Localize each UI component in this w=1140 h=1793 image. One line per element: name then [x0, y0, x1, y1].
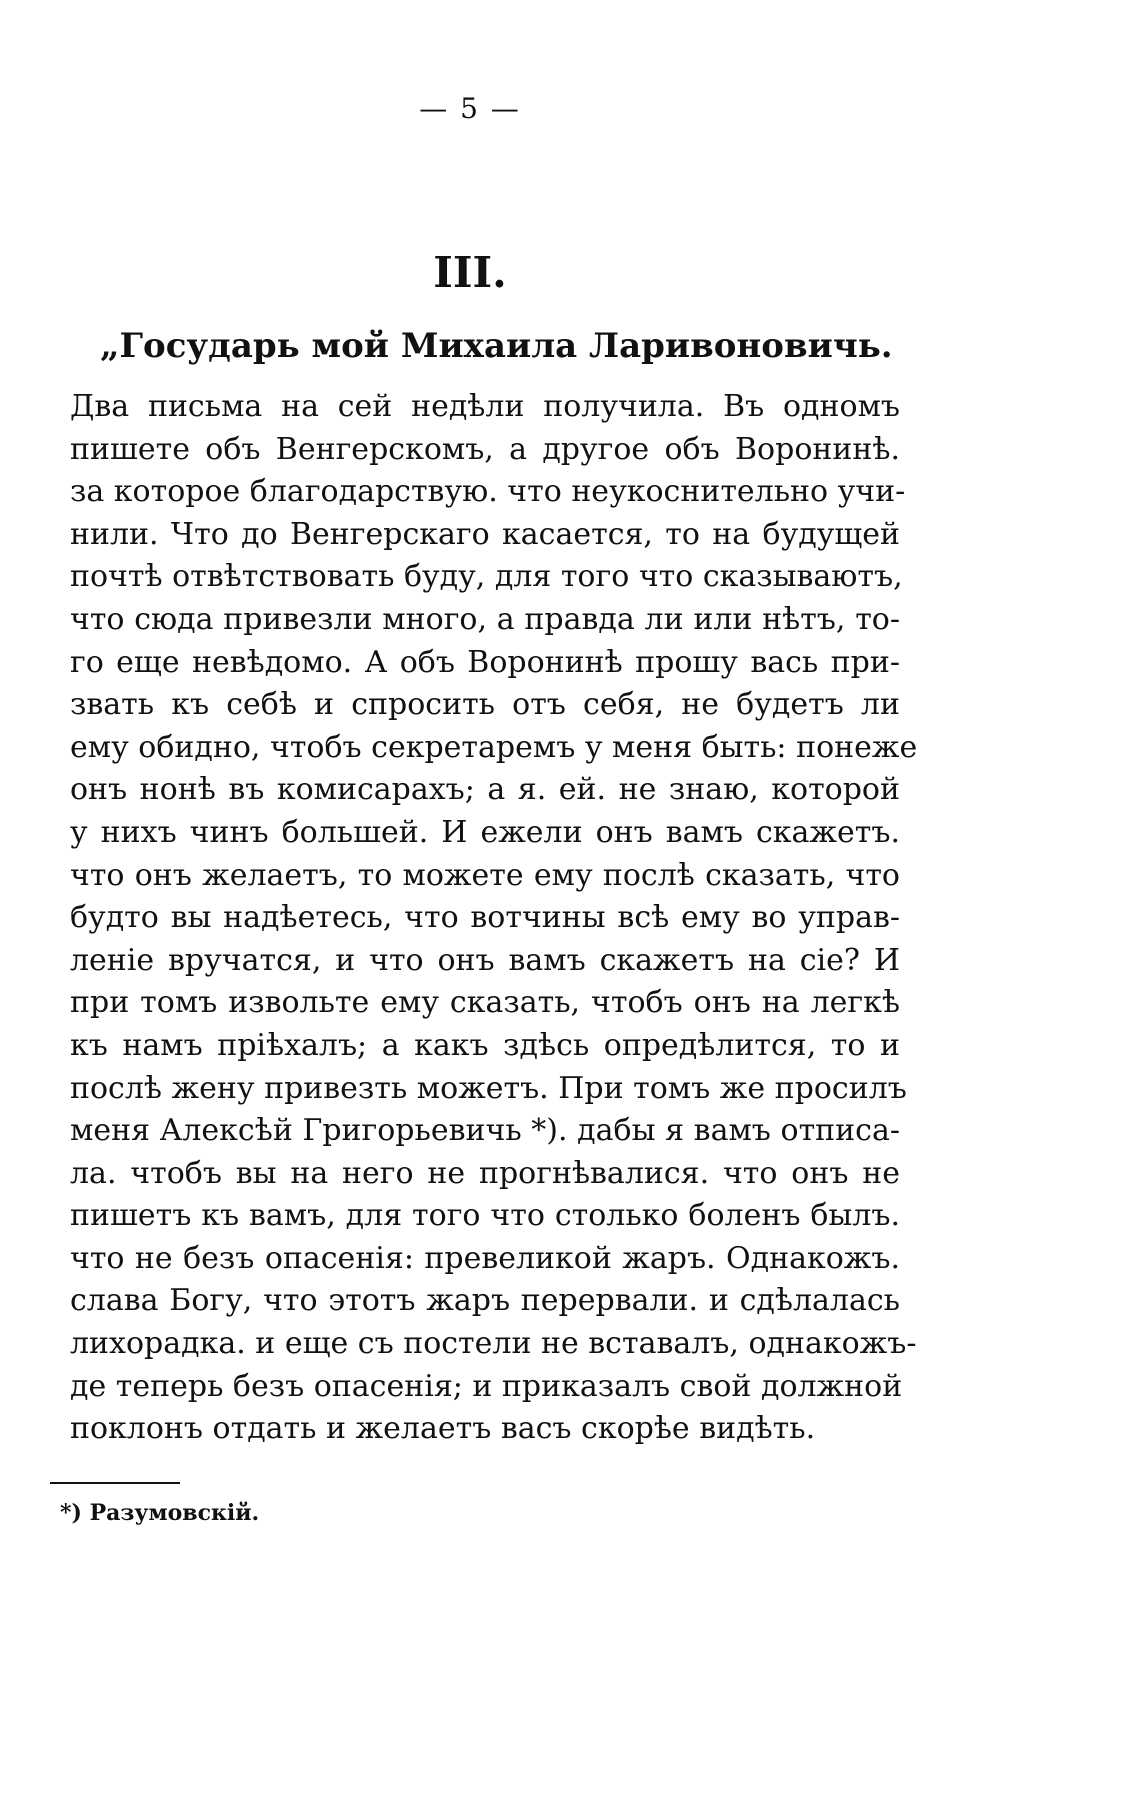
text-line: за которое благодарствую. что неукоснительно учи-	[70, 474, 906, 510]
text-line: де теперь безъ опасенія; и приказалъ свой должной	[70, 1368, 903, 1404]
text-line: къ намъ пріѣхалъ; а какъ здѣсь опредѣлится, то и	[70, 1027, 900, 1063]
text-line: что онъ желаетъ, то можете ему послѣ сказать, что	[70, 857, 900, 893]
text-line: леніе вручатся, и что онъ вамъ скажетъ на сіе? И	[70, 942, 900, 978]
text-line: почтѣ отвѣтствовать буду, для того что сказываютъ,	[70, 559, 903, 595]
text-line: что сюда привезли много, а правда ли или нѣтъ, то-	[70, 601, 900, 637]
text-line: у нихъ чинъ большей. И ежели онъ вамъ скажетъ.	[70, 814, 900, 850]
section-number: III.	[433, 248, 507, 297]
text-line: будто вы надѣетесь, что вотчины всѣ ему во управ-	[70, 900, 900, 936]
text-line: звать къ себѣ и спросить отъ себя, не будетъ ли	[70, 687, 900, 723]
footnote-divider	[50, 1482, 180, 1484]
text-line: пишетъ къ вамъ, для того что столько боленъ былъ.	[70, 1198, 900, 1234]
footnote: *) Разумовскій.	[60, 1500, 260, 1526]
text-line: пишете объ Венгерскомъ, а другое объ Воронинѣ.	[70, 431, 900, 467]
page-number: — 5 —	[419, 92, 521, 125]
text-line: нили. Что до Венгерскаго касается, то на будущей	[70, 516, 900, 552]
text-line: что не безъ опасенія: превеликой жаръ. Однакожъ.	[70, 1240, 900, 1276]
text-line: меня Алексѣй Григорьевичь *). дабы я вамъ отписа-	[70, 1113, 900, 1149]
text-line: ему обидно, чтобъ секретаремъ у меня быть: понеже	[70, 729, 918, 765]
text-line: слава Богу, что этотъ жаръ перервали. и сдѣлалась	[70, 1283, 900, 1319]
text-line: поклонъ отдать и желаетъ васъ скорѣе видѣть.	[70, 1411, 816, 1447]
text-line: послѣ жену привезть можетъ. При томъ же просилъ	[70, 1070, 907, 1106]
letter-salutation: „Государь мой Михаила Ларивоновичь.	[100, 326, 893, 366]
letter-body	[70, 386, 918, 1451]
text-line: онъ нонѣ въ комисарахъ; а я. ей. не знаю, которой	[70, 772, 900, 808]
text-line: Два письма на сей недѣли получила. Въ одномъ	[70, 389, 900, 424]
text-line: ла. чтобъ вы на него не прогнѣвалися. что онъ не	[70, 1155, 900, 1191]
text-line: при томъ извольте ему сказать, чтобъ онъ на легкѣ	[70, 985, 900, 1021]
text-line: лихорадка. и еще съ постели не вставалъ, однакожъ-	[70, 1326, 917, 1362]
text-line: го еще невѣдомо. А объ Воронинѣ прошу вась при-	[70, 644, 900, 680]
